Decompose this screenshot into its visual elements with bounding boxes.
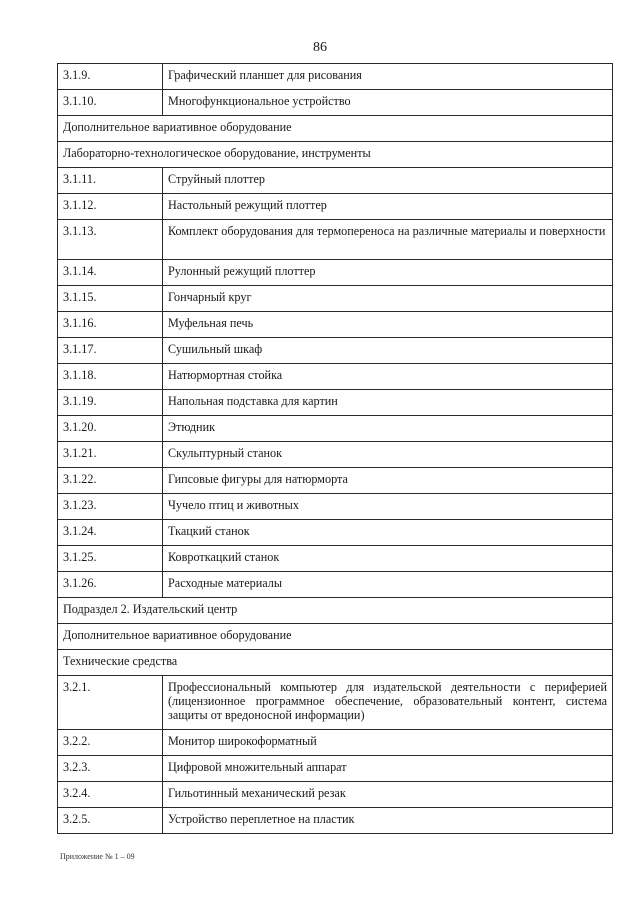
item-description: Сушильный шкаф <box>163 338 613 364</box>
item-description: Графический планшет для рисования <box>163 64 613 90</box>
equipment-table-body <box>58 64 613 834</box>
section-title: Подраздел 2. Издательский центр <box>58 598 613 624</box>
item-number: 3.1.9. <box>58 64 163 90</box>
item-number: 3.2.2. <box>58 730 163 756</box>
equipment-table <box>57 63 613 834</box>
item-description: Гипсовые фигуры для натюрморта <box>163 468 613 494</box>
section-row <box>58 116 613 142</box>
item-description: Чучело птиц и животных <box>163 494 613 520</box>
item-number: 3.1.16. <box>58 312 163 338</box>
table-row <box>58 546 613 572</box>
item-description: Ковроткацкий станок <box>163 546 613 572</box>
item-number: 3.2.3. <box>58 756 163 782</box>
section-row <box>58 624 613 650</box>
table-row <box>58 676 613 730</box>
item-number: 3.2.4. <box>58 782 163 808</box>
item-number: 3.1.24. <box>58 520 163 546</box>
table-row <box>58 730 613 756</box>
table-row <box>58 364 613 390</box>
item-description: Ткацкий станок <box>163 520 613 546</box>
table-row <box>58 312 613 338</box>
table-row <box>58 194 613 220</box>
item-number: 3.1.10. <box>58 90 163 116</box>
table-row <box>58 468 613 494</box>
item-description: Гильотинный механический резак <box>163 782 613 808</box>
item-number: 3.1.19. <box>58 390 163 416</box>
item-description: Профессиональный компьютер для издательской деятельности с периферией (лицензионное программное обеспечение, образовательный контент, система защиты от вредоносной информации) <box>163 676 613 730</box>
item-description: Цифровой множительный аппарат <box>163 756 613 782</box>
table-row <box>58 782 613 808</box>
page-number: 86 <box>313 40 327 55</box>
section-title: Дополнительное вариативное оборудование <box>58 116 613 142</box>
item-number: 3.1.20. <box>58 416 163 442</box>
table-row <box>58 520 613 546</box>
item-number: 3.1.14. <box>58 260 163 286</box>
item-description: Многофункциональное устройство <box>163 90 613 116</box>
item-number: 3.1.21. <box>58 442 163 468</box>
item-number: 3.1.25. <box>58 546 163 572</box>
table-row <box>58 260 613 286</box>
item-number: 3.1.22. <box>58 468 163 494</box>
item-description: Рулонный режущий плоттер <box>163 260 613 286</box>
item-number: 3.1.12. <box>58 194 163 220</box>
item-description: Комплект оборудования для термопереноса на различные материалы и поверхности <box>163 220 613 260</box>
item-description: Гончарный круг <box>163 286 613 312</box>
footer-note: Приложение № 1 – 09 <box>60 852 135 861</box>
table-row <box>58 416 613 442</box>
item-number: 3.1.26. <box>58 572 163 598</box>
item-number: 3.1.13. <box>58 220 163 260</box>
table-row <box>58 756 613 782</box>
table-row <box>58 494 613 520</box>
table-row <box>58 442 613 468</box>
section-title: Лабораторно-технологическое оборудование, инструменты <box>58 142 613 168</box>
item-number: 3.1.15. <box>58 286 163 312</box>
item-number: 3.1.17. <box>58 338 163 364</box>
item-number: 3.1.18. <box>58 364 163 390</box>
table-row <box>58 338 613 364</box>
item-number: 3.1.23. <box>58 494 163 520</box>
table-row <box>58 64 613 90</box>
table-row <box>58 168 613 194</box>
table-row <box>58 90 613 116</box>
item-description: Расходные материалы <box>163 572 613 598</box>
section-title: Технические средства <box>58 650 613 676</box>
item-description: Муфельная печь <box>163 312 613 338</box>
item-description: Напольная подставка для картин <box>163 390 613 416</box>
item-description: Струйный плоттер <box>163 168 613 194</box>
item-description: Монитор широкоформатный <box>163 730 613 756</box>
item-description: Настольный режущий плоттер <box>163 194 613 220</box>
section-row <box>58 598 613 624</box>
table-row <box>58 220 613 260</box>
table-row <box>58 572 613 598</box>
item-number: 3.1.11. <box>58 168 163 194</box>
table-row <box>58 286 613 312</box>
item-description: Этюдник <box>163 416 613 442</box>
item-description: Устройство переплетное на пластик <box>163 808 613 834</box>
section-row <box>58 142 613 168</box>
item-description: Скульптурный станок <box>163 442 613 468</box>
item-number: 3.2.5. <box>58 808 163 834</box>
table-row <box>58 808 613 834</box>
section-title: Дополнительное вариативное оборудование <box>58 624 613 650</box>
table-row <box>58 390 613 416</box>
item-number: 3.2.1. <box>58 676 163 730</box>
section-row <box>58 650 613 676</box>
item-description: Натюрмортная стойка <box>163 364 613 390</box>
